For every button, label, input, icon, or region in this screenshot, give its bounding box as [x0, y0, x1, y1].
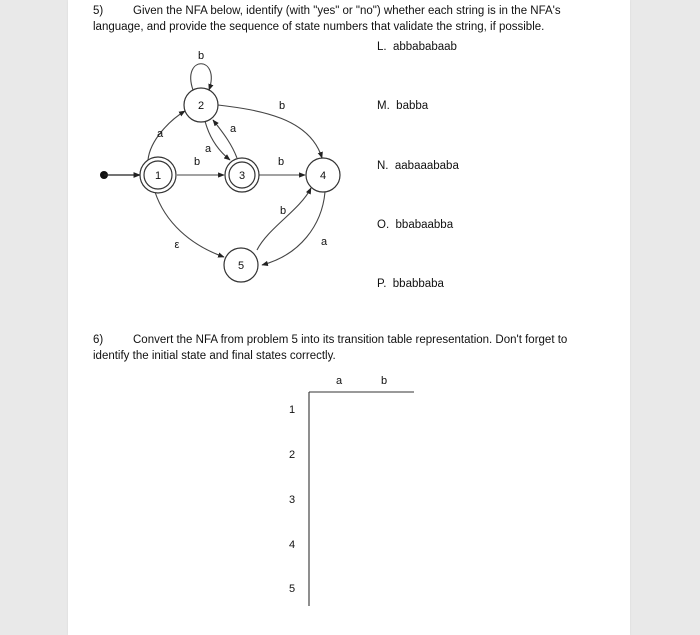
problem-6-number: 6) — [93, 334, 104, 346]
label-edge-2-2: b — [197, 50, 205, 62]
choice-label: L. — [377, 41, 387, 53]
state-5-label: 5 — [237, 260, 245, 272]
problem-6-line-2: identify the initial state and final states correctly. — [93, 350, 336, 362]
state-4-label: 4 — [319, 170, 327, 182]
label-edge-5-4: b — [279, 205, 287, 217]
choice-label: N. — [377, 160, 389, 172]
choice-string: bbabaabba — [395, 219, 454, 231]
label-edge-1-5: ε — [174, 239, 180, 251]
label-edge-3-2: a — [229, 123, 237, 135]
state-1-label: 1 — [154, 170, 162, 182]
table-header-a: a — [335, 375, 343, 387]
table-row-state-5: 5 — [288, 583, 296, 595]
table-row-state-4: 4 — [288, 539, 296, 551]
label-edge-2-4: b — [278, 100, 286, 112]
choice-label: M. — [377, 100, 390, 112]
label-edge-1-2: a — [156, 128, 164, 140]
problem-6-line-1: Convert the NFA from problem 5 into its transition table representation. Don't forget to — [133, 334, 568, 346]
problem-5-number: 5) — [93, 5, 104, 17]
label-edge-3-4: b — [277, 156, 285, 168]
state-2-label: 2 — [197, 100, 205, 112]
choice-string: aabaaababa — [394, 160, 459, 172]
choice-string: abbababaab — [392, 41, 457, 53]
choice-string: bbabbaba — [392, 278, 444, 290]
choice-label: O. — [377, 219, 390, 231]
table-header-b: b — [380, 375, 388, 387]
state-3-label: 3 — [238, 170, 246, 182]
table-row-state-1: 1 — [288, 404, 296, 416]
label-edge-4-5: a — [320, 236, 328, 248]
problem-5-line-1: Given the NFA below, identify (with "yes" or "no") whether each string is in the NFA's — [133, 5, 561, 17]
problem-5-line-2: language, and provide the sequence of state numbers that validate the string, if possible. — [93, 21, 545, 33]
table-row-state-3: 3 — [288, 494, 296, 506]
label-edge-2-3: a — [204, 143, 212, 155]
label-edge-1-3: b — [193, 156, 201, 168]
table-row-state-2: 2 — [288, 449, 296, 461]
choice-string: babba — [396, 100, 429, 112]
choice-label: P. — [377, 278, 387, 290]
